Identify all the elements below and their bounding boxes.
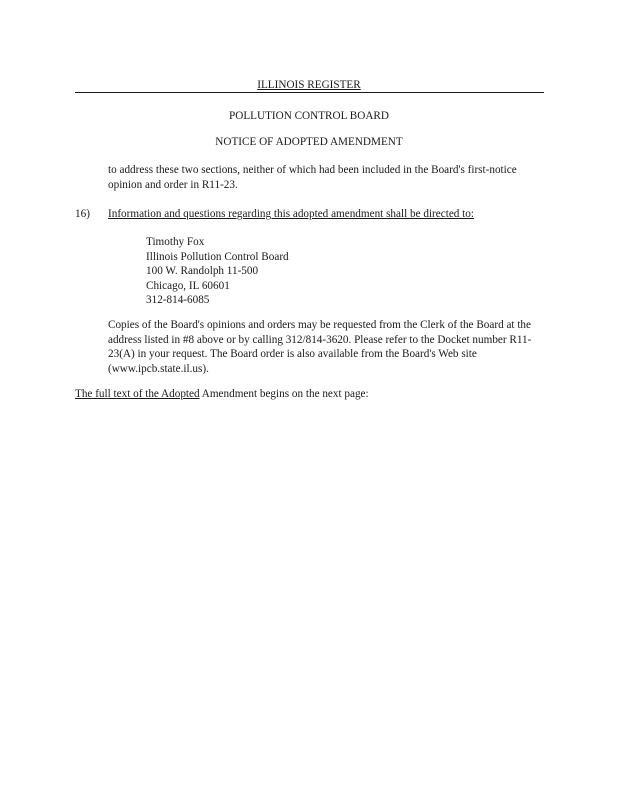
register-header: [0, 78, 618, 93]
register-title: ILLINOIS REGISTER: [254, 79, 363, 91]
contact-address: [146, 235, 289, 308]
full-text-notice: [75, 387, 545, 402]
full-text-notice-underlined: The full text of the Adopted: [75, 388, 200, 400]
item-text: Information and questions regarding this adopted amendment shall be directed to:: [108, 208, 474, 220]
contact-organization: Illinois Pollution Control Board: [146, 250, 289, 263]
copies-paragraph: Copies of the Board's opinions and orders may be requested from the Clerk of the Board at the address listed in #8 above or by calling 312/814-3620. Please refer to the Docket number R11-23(A) in your request. The Board order is also available from the Board's Web site (www.ipcb.state.il.us).: [108, 319, 532, 375]
contact-phone: 312-814-6085: [146, 294, 210, 307]
agency-name: POLLUTION CONTROL BOARD: [229, 110, 389, 122]
contact-name: Timothy Fox: [146, 236, 205, 248]
continuation-paragraph: to address these two sections, neither of which had been included in the Board's first-notice opinion and order in R11-23.: [108, 164, 517, 191]
contact-street: 100 W. Randolph 11-500: [146, 265, 259, 278]
full-text-notice-rest: Amendment begins on the next page:: [199, 388, 369, 400]
item-number: 16): [75, 208, 90, 220]
contact-city: Chicago, IL 60601: [146, 279, 230, 292]
notice-type: NOTICE OF ADOPTED AMENDMENT: [215, 136, 403, 148]
